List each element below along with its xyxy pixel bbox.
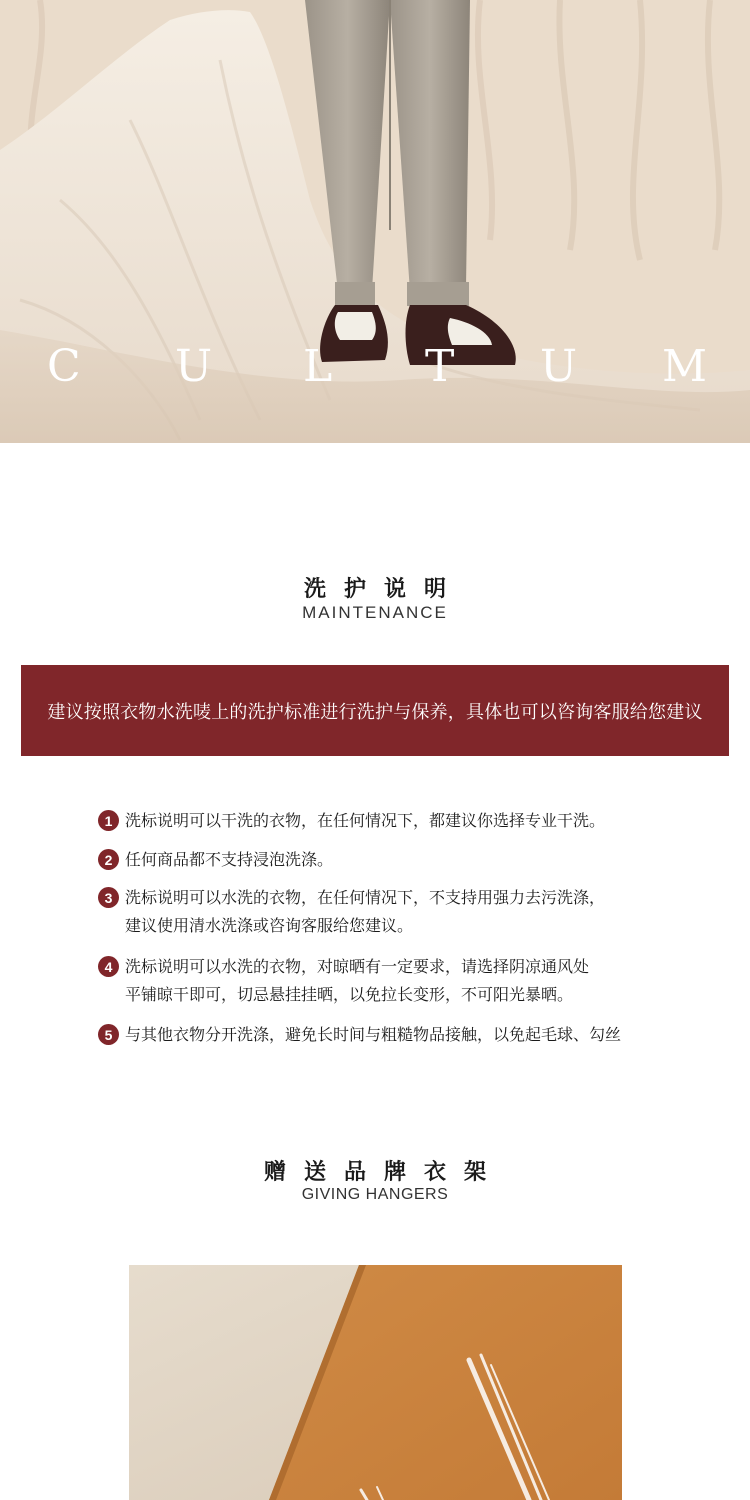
item-number-badge: 5 — [98, 1024, 119, 1045]
item-text: 洗标说明可以水洗的衣物，在任何情况下，不支持用强力去污洗涤， — [125, 888, 606, 907]
hanger-photo-illustration — [129, 1265, 622, 1500]
maintenance-subtitle: MAINTENANCE — [302, 603, 448, 622]
hero-letter: U — [175, 341, 213, 392]
hero-letter: L — [303, 341, 333, 392]
item-number-badge: 2 — [98, 849, 119, 870]
item-number-badge: 4 — [98, 956, 119, 977]
hero-brand-letters — [0, 342, 750, 392]
hangers-subtitle: GIVING HANGERS — [301, 1186, 449, 1203]
item-text: 与其他衣物分开洗涤，避免长时间与粗糙物品接触，以免起毛球、勾丝 — [125, 1025, 622, 1044]
hero-letter: M — [662, 341, 708, 392]
item-number-badge: 3 — [98, 887, 119, 908]
hero-photo — [0, 0, 750, 443]
item-text: 洗标说明可以水洗的衣物，对晾晒有一定要求，请选择阴凉通风处 — [125, 957, 590, 976]
maintenance-title: 洗护说明 — [303, 577, 464, 602]
hero-letter: T — [425, 341, 455, 392]
hanger-photo — [129, 1265, 622, 1500]
item-text: 平铺晾干即可，切忌悬挂挂晒，以免拉长变形，不可阳光暴晒。 — [125, 985, 574, 1004]
item-number-badge: 1 — [98, 810, 119, 831]
hero-letter: C — [47, 341, 81, 392]
hangers-title: 赠送品牌衣架 — [263, 1160, 504, 1185]
hero-letter: U — [540, 341, 578, 392]
care-advice-banner — [21, 665, 729, 756]
item-text: 任何商品都不支持浸泡洗涤。 — [125, 850, 334, 869]
care-advice-text: 建议按照衣物水洗唛上的洗护标准进行洗护与保养，具体也可以咨询客服给您建议 — [47, 701, 703, 723]
item-text: 洗标说明可以干洗的衣物，在任何情况下，都建议你选择专业干洗。 — [125, 811, 606, 830]
item-text: 建议使用清水洗涤或咨询客服给您建议。 — [125, 916, 414, 935]
